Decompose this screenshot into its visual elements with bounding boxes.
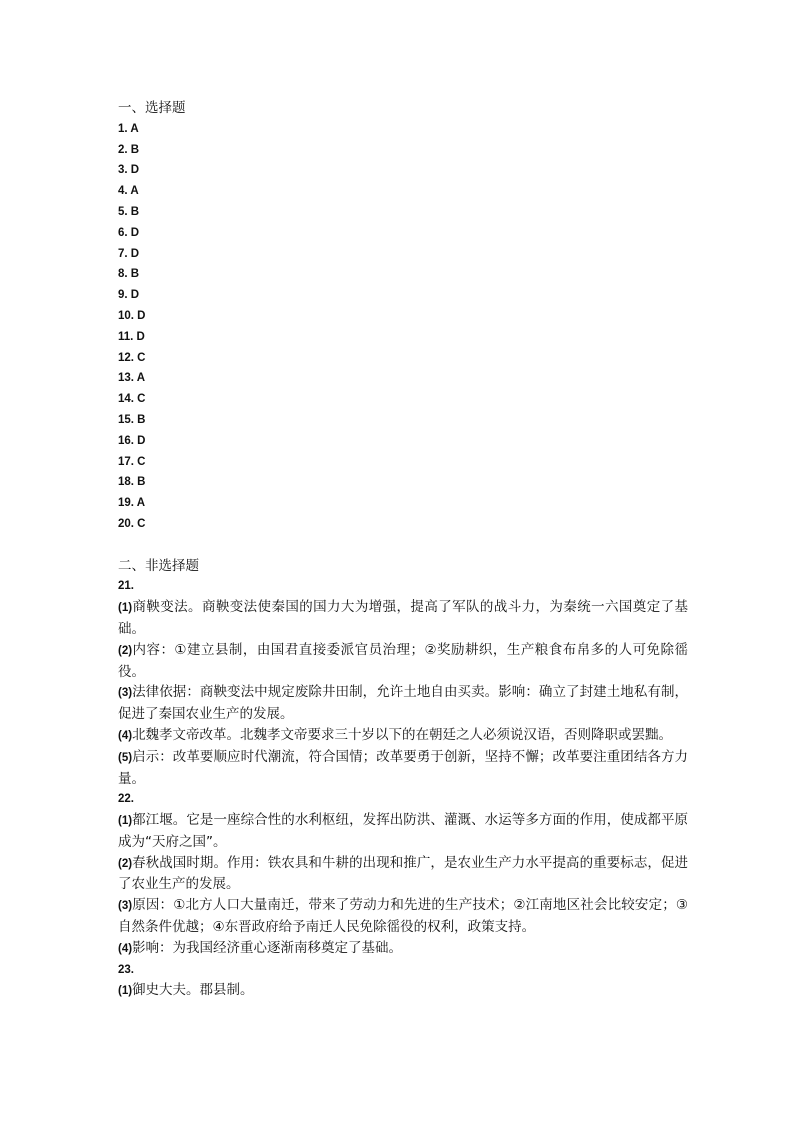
answer-key-document <box>118 98 688 1002</box>
mc-answer-2: 2. B <box>118 143 140 156</box>
answer-text: 影响：为我国经济重心逐渐南移奠定了基础。 <box>132 939 403 956</box>
answer-text: 商鞅变法。商鞅变法使秦国的国力大为增强，提高了军队的战斗力，为秦统一六国奠定了基础。 <box>118 599 688 637</box>
q22-part-2 <box>118 853 688 896</box>
multiple-choice-answer-list <box>118 119 688 535</box>
mc-answer-14: 14. C <box>118 393 146 406</box>
answer-text: 春秋战国时期。作用：铁农具和牛耕的出现和推广，是农业生产力水平提高的重要标志，促进了农业生产的发展。 <box>118 854 688 893</box>
answer-text: 内容：①建立县制，由国君直接委派官员治理；②奖励耕织，生产粮食布帛多的人可免除徭役。 <box>118 641 688 680</box>
mc-answer-10: 10. D <box>118 309 146 322</box>
mc-answer-13: 13. A <box>118 372 146 385</box>
q22-part-3 <box>118 895 688 938</box>
answer-text: 都江堰。它是一座综合性的水利枢纽，发挥出防洪、灌溉、水运等多方面的作用，使成都平原成为“天府之国”。 <box>118 812 688 850</box>
part-marker: (4) <box>118 729 133 742</box>
mc-answer-9: 9. D <box>118 289 140 302</box>
section-spacer <box>118 535 688 556</box>
question-number-21: 21. <box>118 580 134 593</box>
mc-answer-19: 19. A <box>118 497 146 510</box>
answer-text: 北魏孝文帝改革。北魏孝文帝要求三十岁以下的在朝廷之人必须说汉语，否则降职或罢黜。 <box>132 726 673 743</box>
answer-text: 启示：改革要顺应时代潮流，符合国情；改革要勇于创新，坚持不懈；改革要注重团结各方力量。 <box>118 748 688 787</box>
part-marker: (2) <box>118 857 133 870</box>
part-marker: (5) <box>118 751 133 764</box>
mc-answer-15: 15. B <box>118 413 146 426</box>
part-marker: (4) <box>118 942 133 955</box>
q22-part-1 <box>118 810 688 853</box>
section-title-non-multiple-choice: 二、非选择题 <box>118 557 199 574</box>
mc-answer-3: 3. D <box>118 164 140 177</box>
answer-text: 法律依据：商鞅变法中规定废除井田制，允许土地自由买卖。影响：确立了封建土地私有制，促进了秦国农业生产的发展。 <box>118 684 688 723</box>
q21-part-5 <box>118 747 688 790</box>
mc-answer-7: 7. D <box>118 247 140 260</box>
mc-answer-8: 8. B <box>118 268 140 281</box>
mc-answer-4: 4. A <box>118 185 139 198</box>
q23-part-1 <box>118 980 688 1002</box>
part-marker: (1) <box>118 602 133 615</box>
q21-part-1 <box>118 597 688 640</box>
part-marker: (3) <box>118 687 133 700</box>
question-number-22: 22. <box>118 793 134 806</box>
mc-answer-11: 11. D <box>118 330 145 343</box>
mc-answer-12: 12. C <box>118 351 146 364</box>
mc-answer-6: 6. D <box>118 226 140 239</box>
mc-answer-18: 18. B <box>118 476 146 489</box>
answer-text: 御史大夫。郡县制。 <box>132 982 254 999</box>
mc-answer-20: 20. C <box>118 517 146 530</box>
part-marker: (1) <box>118 985 133 998</box>
mc-answer-1: 1. A <box>118 122 139 135</box>
mc-answer-17: 17. C <box>118 455 146 468</box>
q21-part-4 <box>118 725 688 747</box>
answer-text: 原因：①北方人口大量南迁，带来了劳动力和先进的生产技术；②江南地区社会比较安定；③自然条件优越；④东晋政府给予南迁人民免除徭役的权利，政策支持。 <box>118 897 688 936</box>
q22-part-4 <box>118 938 688 960</box>
q21-part-3 <box>118 682 688 725</box>
part-marker: (2) <box>118 644 133 657</box>
section-title-multiple-choice: 一、选择题 <box>118 100 186 116</box>
part-marker: (3) <box>118 900 133 913</box>
mc-answer-5: 5. B <box>118 205 140 218</box>
mc-answer-16: 16. D <box>118 434 146 447</box>
question-number-23: 23. <box>118 963 134 976</box>
part-marker: (1) <box>118 815 133 828</box>
q21-part-2 <box>118 640 688 683</box>
